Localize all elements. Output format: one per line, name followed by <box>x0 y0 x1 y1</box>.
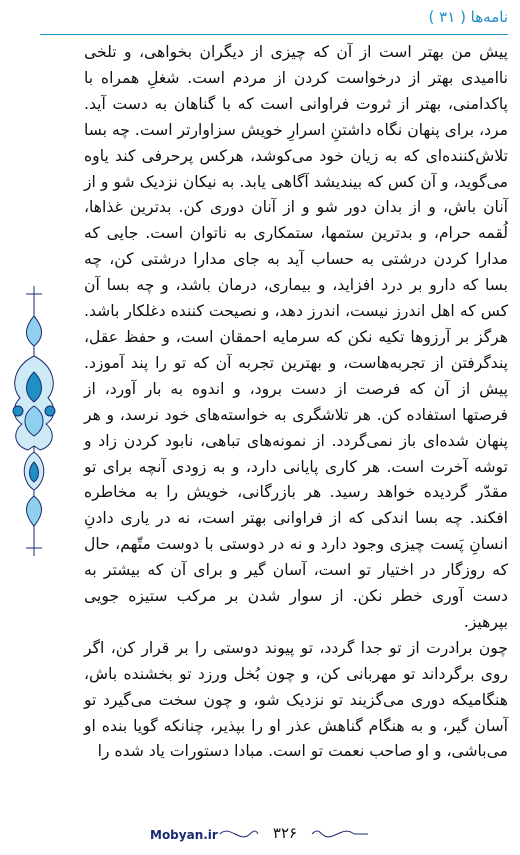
header-divider <box>40 34 508 35</box>
arabesque-ornament-icon <box>8 286 60 556</box>
site-brand: Mobyan.ir <box>150 828 218 842</box>
page-footer <box>150 818 370 848</box>
ornament-svg <box>8 286 60 556</box>
page-number: ۳۲۶ <box>272 824 298 842</box>
page-header <box>40 4 508 30</box>
page-title: نامه‌ها ( ۳۱ ) <box>428 8 508 26</box>
letter-text <box>84 40 508 765</box>
paragraph: چون برادرت از تو جدا گردد، تو پیوند دوستی را بر قرار کن، اگر روی برگرداند تو مهربانی کن، و چون بُخل ورزد تو بخشنده باش، هنگامیکه دوری می‌گزیند تو نزدیک شو، و چون سخت می‌گیرد تو آسان گیر، و به هنگام گناهش عذر او را بپذیر، چنانکه گویا بنده او می‌باشی، و او صاحب نعمت تو است. مبادا دستورات یاد شده را <box>84 638 508 761</box>
paragraph: پیش من بهتر است از آن که چیزی از دیگران بخواهی، و تلخی ناامیدی بهتر از درخواست کردن از مردم است. شغلِ همراه با پاکدامنی، بهتر از ثروت فراوانی است که با گناهان به دست آید. مرد، برای پنهان نگاه داشتنِ اسرارِ خویش سزاوارتر است. چه بسا تلاش‌کننده‌ای که به زیان خود می‌کوشد، هرکس پرحرفی کند یاوه می‌گوید، و آن کس که بیندیشد آگاهی یابد. به نیکان نزدیک شو و از آنان باش، و از بدان دور شو و از آنان دوری کن. بدترین غذاها، لُقمه حرام، و بدترین ستمها، ستمکاری به ناتوان است. جایی که مدارا کردن درشتی به حساب آید به جای مدارا درشتی کن، چه بسا که دارو بر درد افزاید، و بیماری، درمان باشد، و چه بسا آن کس که اهل اندرز نیست، اندرز دهد، و نصیحت کننده دغلکار باشد. هرگز بر آرزوها تکیه نکن که سرمایه احمقان است، و حفظ عقل، پندگرفتن از تجربه‌هاست، و بهترین تجربه آن که تو را پند آموزد. پیش از آن که فرصت از دست برود، و اندوه به بار آورد، از فرصتها استفاده کن. هر تلاشگری به خواسته‌های خود نرسد، و هر پنهان شده‌ای باز نمی‌گردد. از نمونه‌های تباهی، نابود کردن زاد و توشه آخرت است. هر کاری پایانی دارد، و به زودی آنچه برای تو مقدّر گردیده خواهد رسید. هر بازرگانی، خویش را به مخاطره افکند. چه بسا اندکی که از فراوانی بهتر است، نه در یاری دادنِ انسانِ پَست چیزی وجود دارد و نه در دوستی با دوست متّهم، حال که روزگار در اختیار تو است، آسان گیر و برای آن که بیشتر به دست آوری خطر نکن. از سوار شدن بر مرکب ستیزه جویی بپرهیز. <box>83 43 508 631</box>
